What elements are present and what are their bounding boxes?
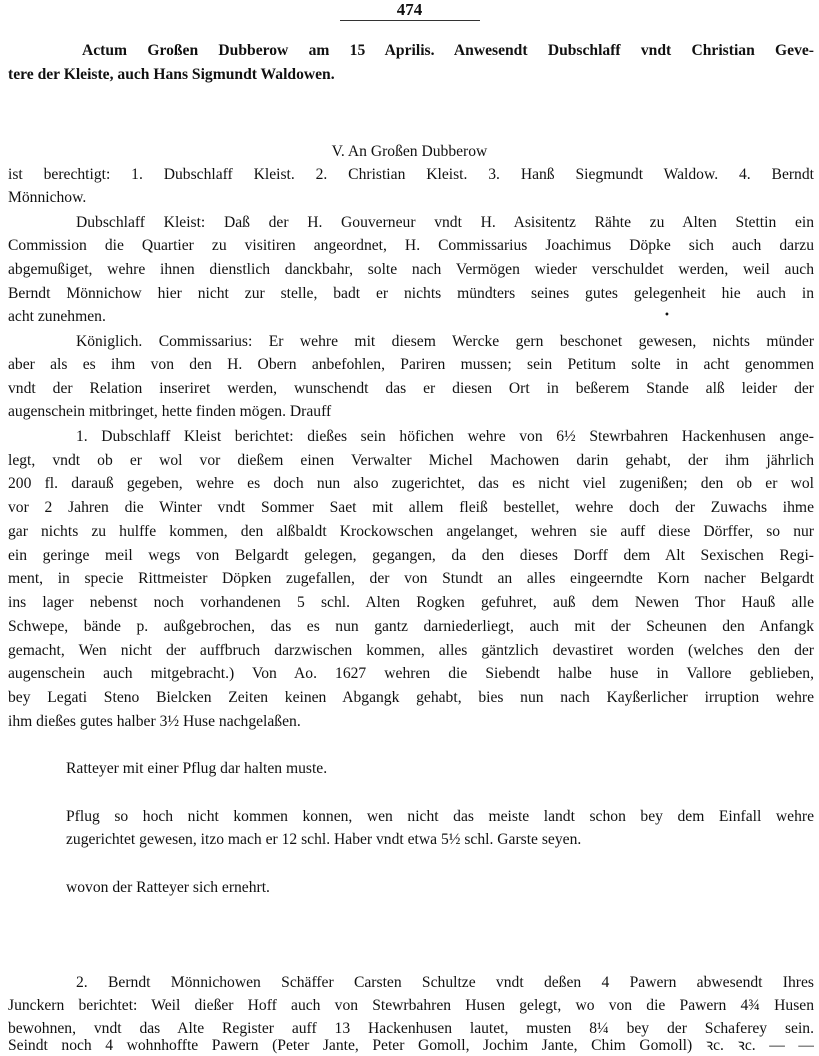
text-line: ment, in specie Rittmeister Döpken zugefallen, der von Stundt an alles eingeerndte Korn nacher Belgardt [8, 570, 814, 587]
text-line: augenschein auch mitgebracht.) Von Ao. 1627 wehren die Siebendt halbe huse in Vallore geblieben, [8, 665, 814, 682]
section-heading: V. An Großen Dubberow [331, 143, 488, 160]
page-number: 474 [396, 0, 423, 19]
text-line: gar nichts zu hulffe kommen, den alßbaldt Krockowschen angelanget, wehren sie auff diese Dörffer, so nur [8, 523, 814, 540]
text-line: ein geringe meil wegs von Belgardt gelegen, gegangen, da den dieses Dorff dem Alt Sexischen Regi- [8, 547, 814, 564]
text-line: Berndt Mönnichow hier nicht zur stelle, badt er nichts mündters seines gutes gelegenheit hie auch in [8, 285, 814, 302]
text-line: Königlich. Commissarius: Er wehre mit diesem Wercke gern beschonet gewesen, nichts münder [76, 333, 814, 350]
ad-text: zugerichtet gewesen, itzo mach er 12 schl. Haber vndt etwa 5½ schl. Garste seyen. [66, 831, 582, 848]
text-line: augenschein mitbringet, hette finden mögen. Drauff [8, 403, 332, 420]
text-line: ins lager nebenst noch vorhandenen 5 schl. Alten Rogken gefuhret, auß dem Newen Thor Hauß alle [8, 594, 814, 611]
text-line: legt, vndt ob er wol vor dießem einen Verwalter Michel Machowen darin gehabt, der ihm jährlich [8, 452, 814, 469]
actum-line-2: tere der Kleiste, auch Hans Sigmundt Waldowen. [8, 66, 335, 83]
text-line: ist berechtigt: 1. Dubschlaff Kleist. 2. Christian Kleist. 3. Hanß Siegmundt Waldow. 4. Berndt [8, 166, 814, 183]
text-line: acht zunehmen. [8, 308, 106, 325]
text-line: vor 2 Jahren die Winter vndt Sommer Saet mit allem fleiß bestellet, wehre doch der Zuwachs ihme [8, 499, 814, 516]
ink-dot: • [664, 310, 670, 321]
text-line: Dubschlaff Kleist: Daß der H. Gouverneur vndt H. Asisitentz Rähte zu Alten Stettin ein [76, 214, 814, 231]
text-line: 200 fl. darauß gegeben, wehre es doch nun also zugerichtet, das es nicht viel zugenißen; den ob er wol [8, 475, 814, 492]
text-line: aber als es ihm von den H. Obern anbefohlen, Pariren mussen; sein Petitum solte in acht genommen [8, 356, 814, 373]
text-line: 1. Dubschlaff Kleist berichtet: dießes sein höfichen wehre von 6½ Stewrbahren Hackenhusen ange- [76, 428, 814, 445]
ad-text: wovon der Ratteyer sich ernehrt. [66, 879, 270, 896]
text-line: Junckern berichtet: Weil dießer Hoff auch von Stewrbahren Husen gelegt, wo von die Pawern 4¾ Husen [8, 997, 814, 1014]
text-line: Commission die Quartier zu visitiren angeordnet, H. Commissarius Joachimus Döpke sich auch darzu [8, 237, 814, 254]
text-line: vndt der Relation inseriret werden, wunschendt das er diesen Ort in beßerem Stande alß leider der [8, 380, 814, 397]
text-line: Seindt noch 4 wohnhoffte Pawern (Peter Jante, Peter Gomoll, Jochim Jante, Chim Gomoll) ꝛc. ꝛc. — — [8, 1037, 814, 1054]
text-line: 2. Berndt Mönnichowen Schäffer Carsten Schultze vndt deßen 4 Pawern abwesendt Ihres [76, 974, 814, 991]
text-line: abgemußiget, wehre ihnen dienstlich danckbahr, solte nach Vermögen wieder verschuldet werden, weil auch [8, 261, 814, 278]
ad-text: Pflug so hoch nicht kommen konnen, wen nicht das meiste landt schon bey dem Einfall wehre [66, 808, 814, 825]
text-line: bewohnen, vndt das Alte Register auff 13 Hackenhusen lautet, musten 8¼ bey der Schaferey sein. [8, 1020, 814, 1037]
page-number-rule [340, 20, 480, 21]
ad-text: Ratteyer mit einer Pflug dar halten muste. [66, 760, 328, 777]
actum-line-1: Actum Großen Dubberow am 15 Aprilis. Anwesendt Dubschlaff vndt Christian Geve- [82, 42, 814, 59]
text-line: Schwepe, bände p. außgebrochen, das es nun gantz darniederliegt, auch mit der Scheunen den Anfangk [8, 618, 814, 635]
text-line: ihm dießes gutes halber 3½ Huse nachgelaßen. [8, 713, 301, 730]
text-line: bey Legati Steno Bielcken Zeiten keinen Abgangk gehabt, bies nun nach Kayßerlicher irruption wehre [8, 689, 814, 706]
text-line: Mönnichow. [8, 189, 87, 206]
text-line: gemacht, Wen nicht der auffbruch darzwischen kommen, alles gäntzlich devastiret worden (welches den der [8, 642, 814, 659]
